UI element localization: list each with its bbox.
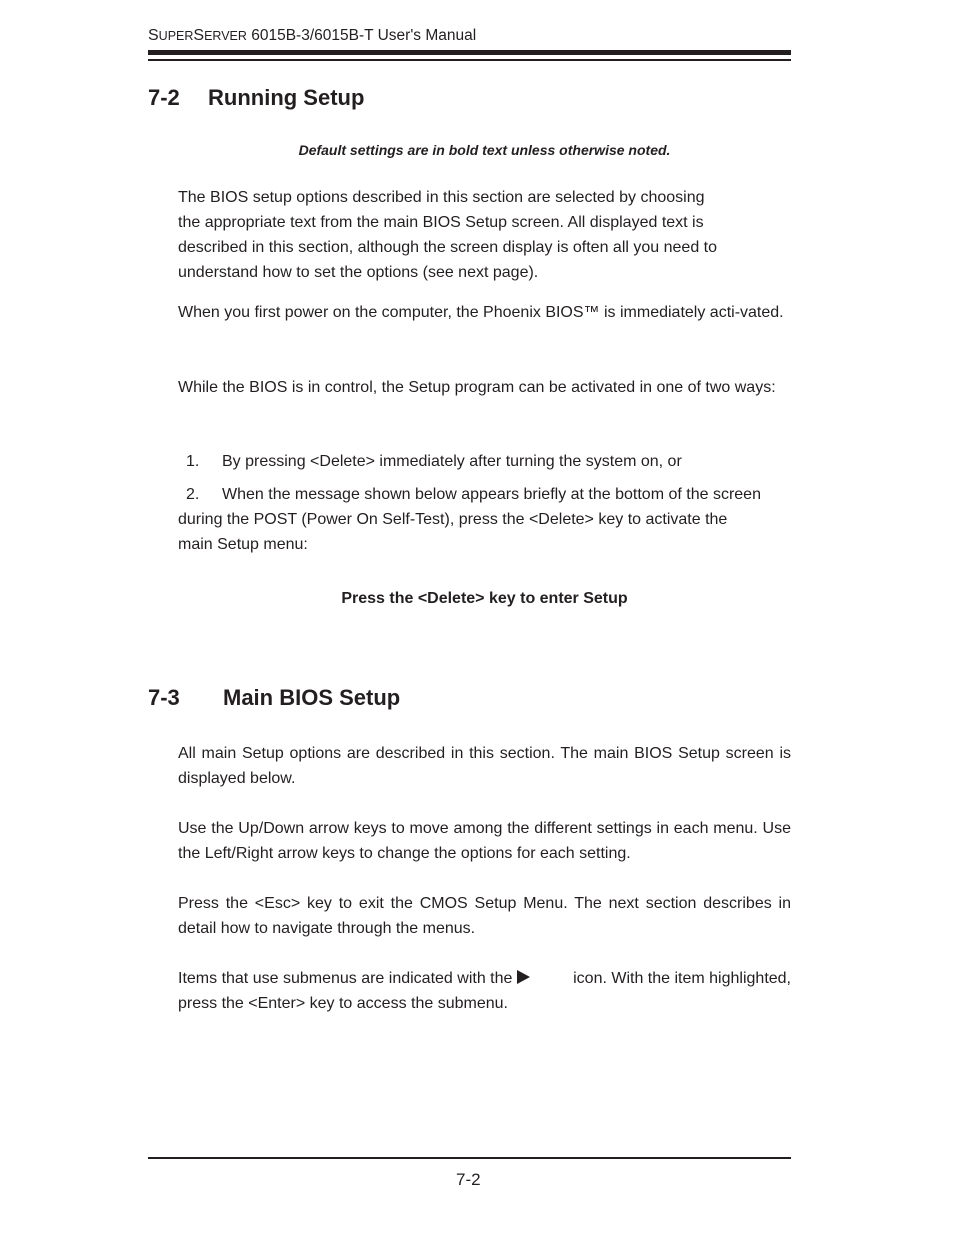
section-title: Running Setup	[208, 85, 365, 110]
header-title-s2: S	[193, 27, 205, 44]
paragraph-power-on: When you first power on the computer, the Phoenix BIOS™ is immediately acti-vated.	[178, 304, 784, 321]
paragraph-text: Items that use submenus are indicated with the	[178, 970, 513, 987]
setup-prompt-message: Press the <Delete> key to enter Setup	[341, 590, 628, 607]
paragraph-line: understand how to set the options (see next page).	[178, 264, 539, 281]
default-settings-note: Default settings are in bold text unless otherwise noted.	[298, 142, 671, 158]
paragraph-text: icon. With the item highlighted,	[573, 970, 791, 987]
paragraph-arrow-keys: Use the Up/Down arrow keys to move among the different settings in each menu. Use the Left/Right arrow keys to change the options for each setting.	[178, 820, 791, 862]
header-rule-thin	[148, 59, 791, 61]
section-title: Main BIOS Setup	[223, 685, 401, 710]
paragraph-esc-key: Press the <Esc> key to exit the CMOS Setup Menu. The next section describes in detail how to navigate through the menus.	[178, 895, 791, 937]
section-heading-7-2	[148, 85, 364, 111]
header-title-rest: 6015B-3/6015B-T User's Manual	[246, 27, 477, 44]
list-number: 2.	[186, 486, 200, 503]
paragraph-line: described in this section, although the screen display is often all you need to	[178, 239, 717, 256]
list-text: By pressing <Delete> immediately after turning the system on, or	[222, 453, 682, 470]
section-number: 7-2	[148, 85, 180, 110]
header-rule-thick	[148, 50, 791, 55]
paragraph-text: press the <Enter> key to access the submenu.	[178, 995, 508, 1012]
list-text: main Setup menu:	[178, 536, 308, 553]
header-title-erver: ERVER	[204, 29, 247, 43]
section-number: 7-3	[148, 685, 180, 710]
paragraph-bios-control: While the BIOS is in control, the Setup program can be activated in one of two ways:	[178, 379, 776, 396]
paragraph-line: The BIOS setup options described in this section are selected by choosing	[178, 189, 705, 206]
running-header	[148, 27, 476, 45]
paragraph-line: the appropriate text from the main BIOS Setup screen. All displayed text is	[178, 214, 704, 231]
list-item-2	[178, 482, 791, 557]
paragraph-bios-options	[178, 185, 791, 285]
list-text: during the POST (Power On Self-Test), press the <Delete> key to activate the	[178, 511, 728, 528]
list-text: When the message shown below appears briefly at the bottom of the screen	[222, 486, 761, 503]
submenu-arrow-icon	[517, 970, 530, 984]
page-number: 7-2	[456, 1170, 481, 1189]
header-title-s1: S	[148, 27, 159, 44]
list-item-1	[178, 449, 791, 474]
list-number: 1.	[186, 453, 200, 470]
section-heading-7-3	[148, 685, 400, 711]
footer-rule	[148, 1157, 791, 1159]
header-title-uper: UPER	[158, 29, 194, 43]
paragraph-main-setup: All main Setup options are described in this section. The main BIOS Setup screen is displayed below.	[178, 745, 791, 787]
paragraph-submenus	[178, 966, 791, 1016]
